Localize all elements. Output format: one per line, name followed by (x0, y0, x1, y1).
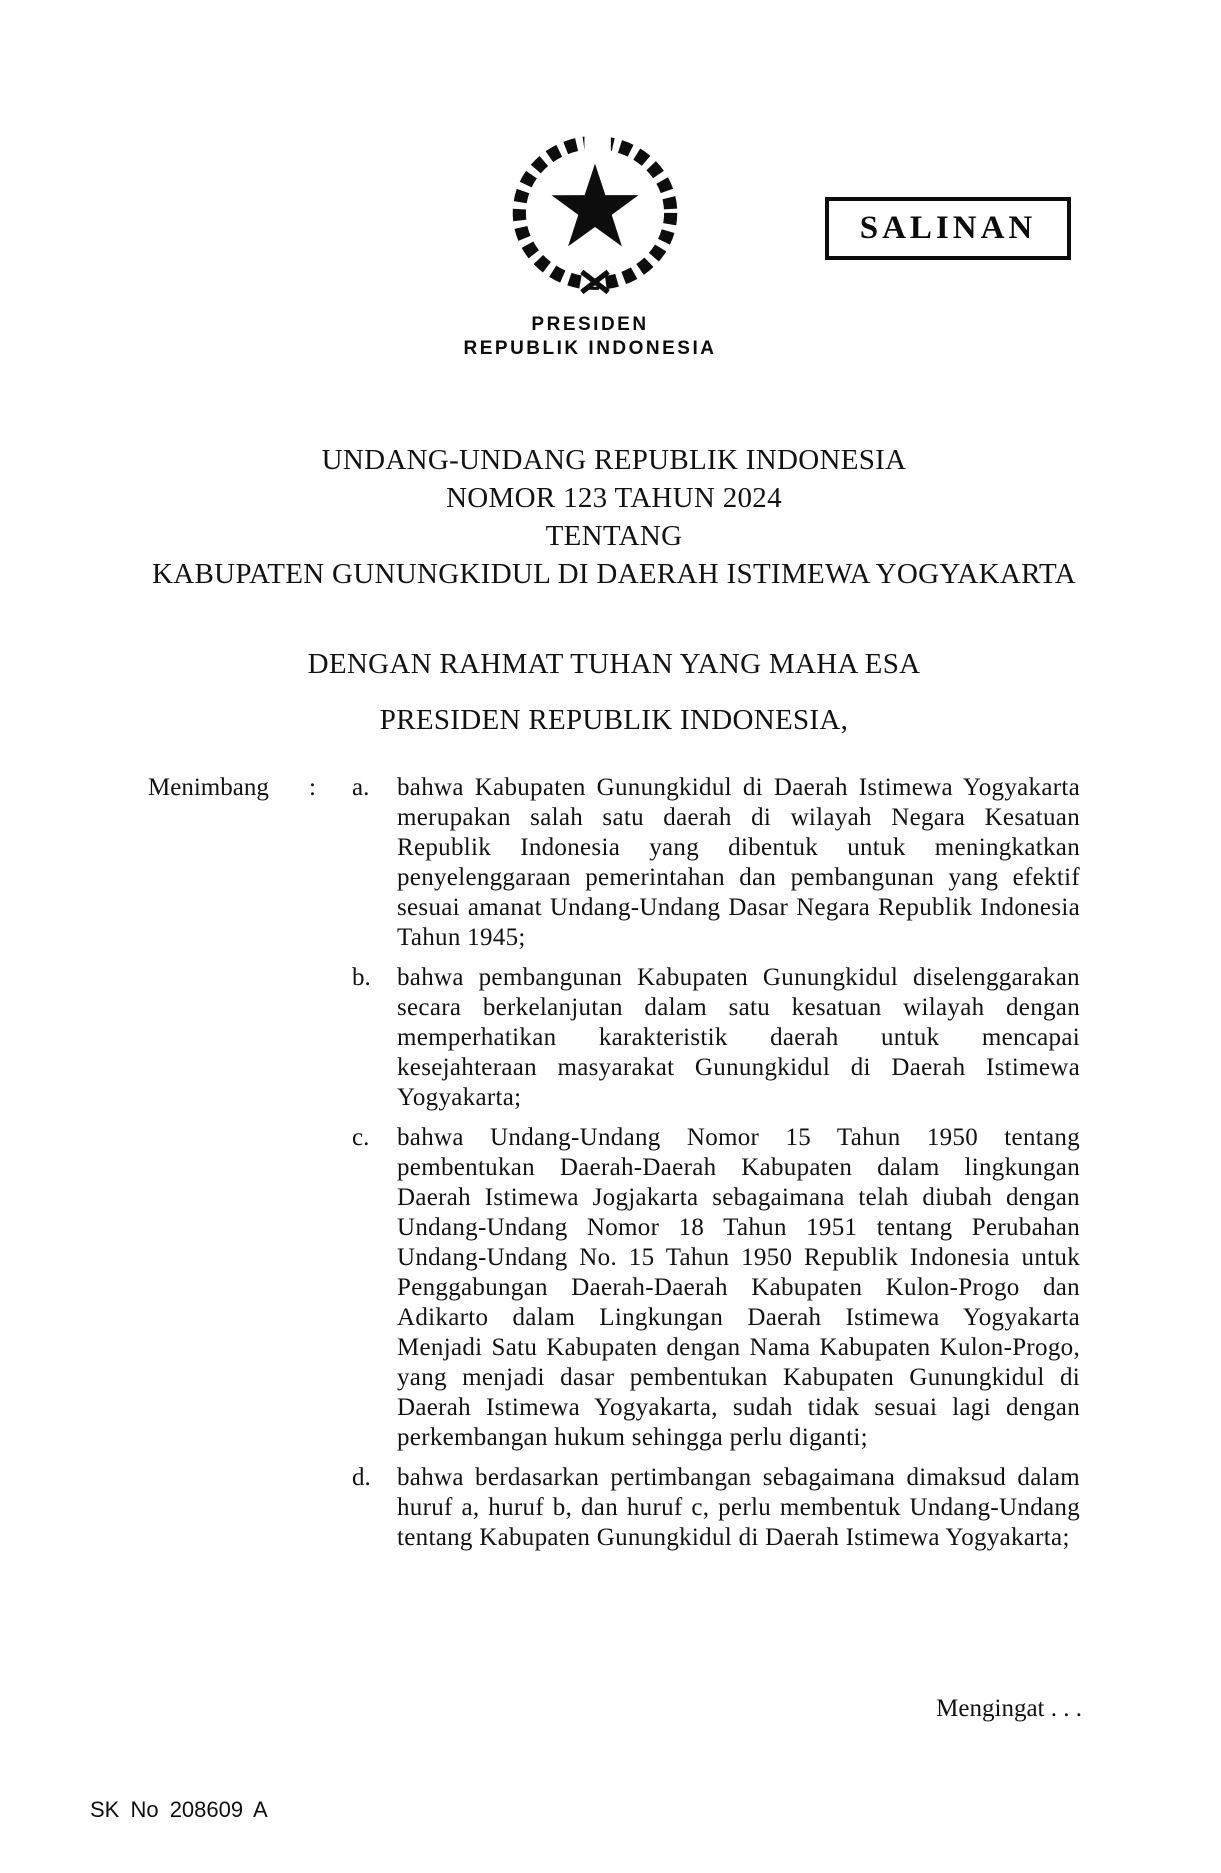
item-text: bahwa Kabupaten Gunungkidul di Daerah Istimewa Yogyakarta merupakan salah satu daerah di wilayah Negara Kesatuan Republik Indonesia yang dibentuk untuk meningkatkan penyelenggaraan pemerintahan dan pembangunan yang efektif sesuai amanat Undang-Undang Dasar Negara Republik Indonesia Tahun 1945; (397, 774, 1080, 951)
opening-line: PRESIDEN REPUBLIK INDONESIA, (379, 704, 849, 736)
salinan-stamp: SALINAN (825, 197, 1071, 260)
item-marker: d. (352, 1464, 371, 1491)
considering-item-d (352, 1463, 1080, 1553)
considering-items (352, 773, 1080, 1553)
catchword: Mengingat . . . (936, 1695, 1082, 1722)
considering-colon: : (309, 774, 316, 801)
item-text: bahwa Undang-Undang Nomor 15 Tahun 1950 tentang pembentukan Daerah-Daerah Kabupaten dalam lingkungan Daerah Istimewa Jogjakarta sebagaimana telah diubah dengan Undang-Undang Nomor 18 Tahun 1951 tentang Perubahan Undang-Undang No. 15 Tahun 1950 Republik Indonesia untuk Penggabungan Daerah-Daerah Kabupaten Kulon-Progo dan Adikarto dalam Lingkungan Daerah Istimewa Yogyakarta Menjadi Satu Kabupaten dengan Nama Kabupaten Kulon-Progo, yang menjadi dasar pembentukan Kabupaten Gunungkidul di Daerah Istimewa Yogyakarta, sudah tidak sesuai lagi dengan perkembangan hukum sehingga perlu diganti; (397, 1124, 1080, 1451)
item-marker: b. (352, 964, 371, 991)
considering-item-b (352, 963, 1080, 1113)
item-text: bahwa berdasarkan pertimbangan sebagaimana dimaksud dalam huruf a, huruf b, dan huruf c, perlu membentuk Undang-Undang tentang Kabupaten Gunungkidul di Daerah Istimewa Yogyakarta; (397, 1464, 1080, 1551)
title-line-3: TENTANG (545, 520, 683, 552)
title-line-4: KABUPATEN GUNUNGKIDUL DI DAERAH ISTIMEWA YOGYAKARTA (152, 558, 1076, 590)
state-emblem (507, 128, 683, 296)
invocation-line: DENGAN RAHMAT TUHAN YANG MAHA ESA (307, 648, 921, 680)
letterhead-line-republik: REPUBLIK INDONESIA (463, 338, 717, 359)
item-marker: c. (352, 1124, 370, 1151)
considering-item-a (352, 773, 1080, 953)
considering-label: Menimbang (148, 774, 269, 801)
title-line-2: NOMOR 123 TAHUN 2024 (446, 482, 782, 514)
considering-section (148, 773, 1080, 1553)
item-text: bahwa pembangunan Kabupaten Gunungkidul diselenggarakan secara berkelanjutan dalam satu kesatuan wilayah dengan memperhatikan karakteristik daerah untuk mencapai kesejahteraan masyarakat Gunungkidul di Daerah Istimewa Yogyakarta; (397, 964, 1080, 1111)
star-wreath-icon (507, 128, 683, 296)
letterhead-line-presiden: PRESIDEN (531, 314, 649, 335)
footer-code: SK No 208609 A (90, 1797, 268, 1822)
letterhead (440, 313, 740, 361)
item-marker: a. (352, 774, 370, 801)
title-line-1: UNDANG-UNDANG REPUBLIK INDONESIA (321, 444, 907, 476)
document-title (148, 441, 1080, 593)
considering-item-c (352, 1123, 1080, 1453)
